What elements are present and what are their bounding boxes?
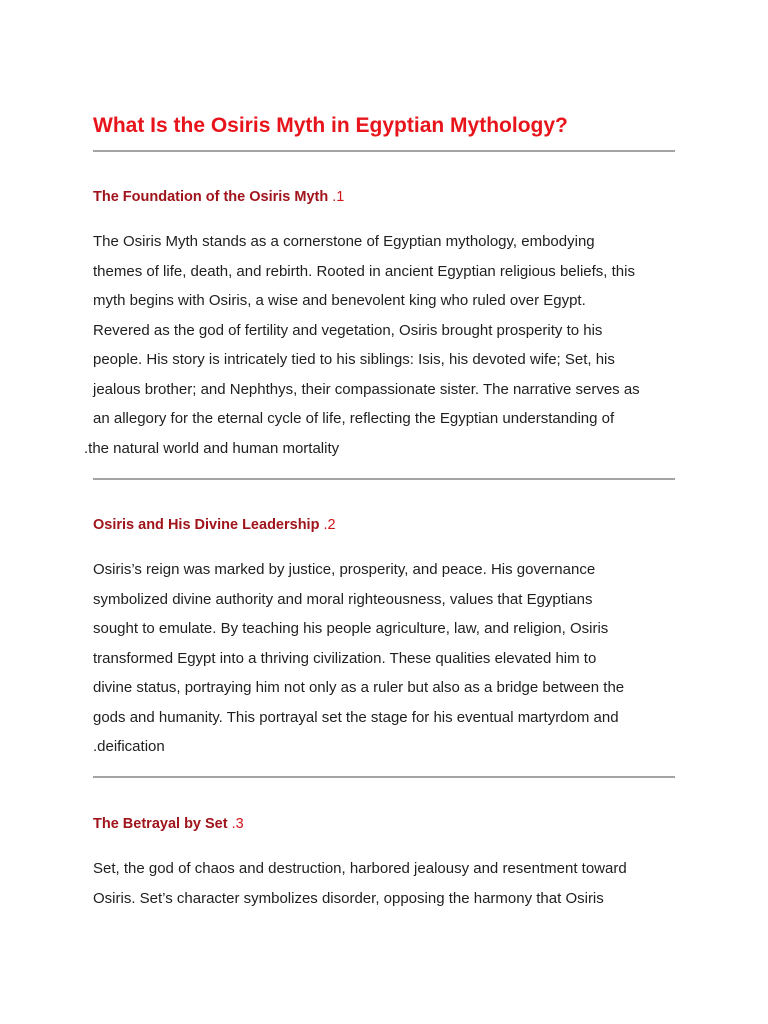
paragraph-line: .deification bbox=[93, 738, 165, 755]
paragraph-line: .the natural world and human mortality bbox=[84, 439, 340, 457]
section-heading-2 bbox=[93, 515, 675, 535]
section-heading-1 bbox=[93, 187, 675, 207]
paragraph-line: Set, the god of chaos and destruction, harbored jealousy and resentment toward bbox=[93, 860, 627, 877]
section-heading-text: The Betrayal by Set bbox=[93, 816, 228, 832]
paragraph-line: divine status, portraying him not only as a ruler but also as a bridge between the bbox=[93, 679, 625, 696]
paragraph-line: themes of life, death, and rebirth. Rooted in ancient Egyptian religious beliefs, this bbox=[93, 262, 635, 280]
paragraph-line: Osiris. Set’s character symbolizes disorder, opposing the harmony that Osiris bbox=[93, 889, 604, 907]
section-heading-text: The Foundation of the Osiris Myth bbox=[93, 189, 329, 205]
paragraph-line: symbolized divine authority and moral righteousness, values that Egyptians bbox=[93, 590, 593, 608]
section-divider bbox=[93, 776, 675, 778]
section-paragraph-3 bbox=[93, 854, 675, 913]
paragraph-line: people. His story is intricately tied to his siblings: Isis, his devoted wife; Set, his bbox=[93, 351, 615, 368]
paragraph-line: sought to emulate. By teaching his people agriculture, law, and religion, Osiris bbox=[93, 620, 609, 637]
paragraph-line: jealous brother; and Nephthys, their compassionate sister. The narrative serves as bbox=[93, 380, 640, 398]
paragraph-line: Osiris’s reign was marked by justice, prosperity, and peace. His governance bbox=[93, 561, 596, 578]
section-heading-text: Osiris and His Divine Leadership bbox=[93, 517, 320, 533]
paragraph-line: myth begins with Osiris, a wise and benevolent king who ruled over Egypt. bbox=[93, 292, 586, 309]
section-heading-3 bbox=[93, 814, 675, 834]
paragraph-line: Revered as the god of fertility and vegetation, Osiris brought prosperity to his bbox=[93, 321, 603, 339]
paragraph-line: gods and humanity. This portrayal set the stage for his eventual martyrdom and bbox=[93, 708, 619, 726]
paragraph-line: The Osiris Myth stands as a cornerstone of Egyptian mythology, embodying bbox=[93, 233, 595, 250]
section-paragraph-2 bbox=[93, 555, 675, 762]
section-number: .2 bbox=[323, 517, 336, 533]
section-number: .1 bbox=[332, 189, 345, 205]
section-number: .3 bbox=[231, 816, 244, 832]
paragraph-line: an allegory for the eternal cycle of life, reflecting the Egyptian understanding of bbox=[93, 410, 615, 427]
section-paragraph-1 bbox=[84, 227, 675, 463]
paragraph-line: transformed Egypt into a thriving civilization. These qualities elevated him to bbox=[93, 649, 597, 667]
section-divider bbox=[93, 478, 675, 480]
title-divider bbox=[93, 150, 675, 152]
page-title: What Is the Osiris Myth in Egyptian Mythology? bbox=[93, 114, 568, 137]
